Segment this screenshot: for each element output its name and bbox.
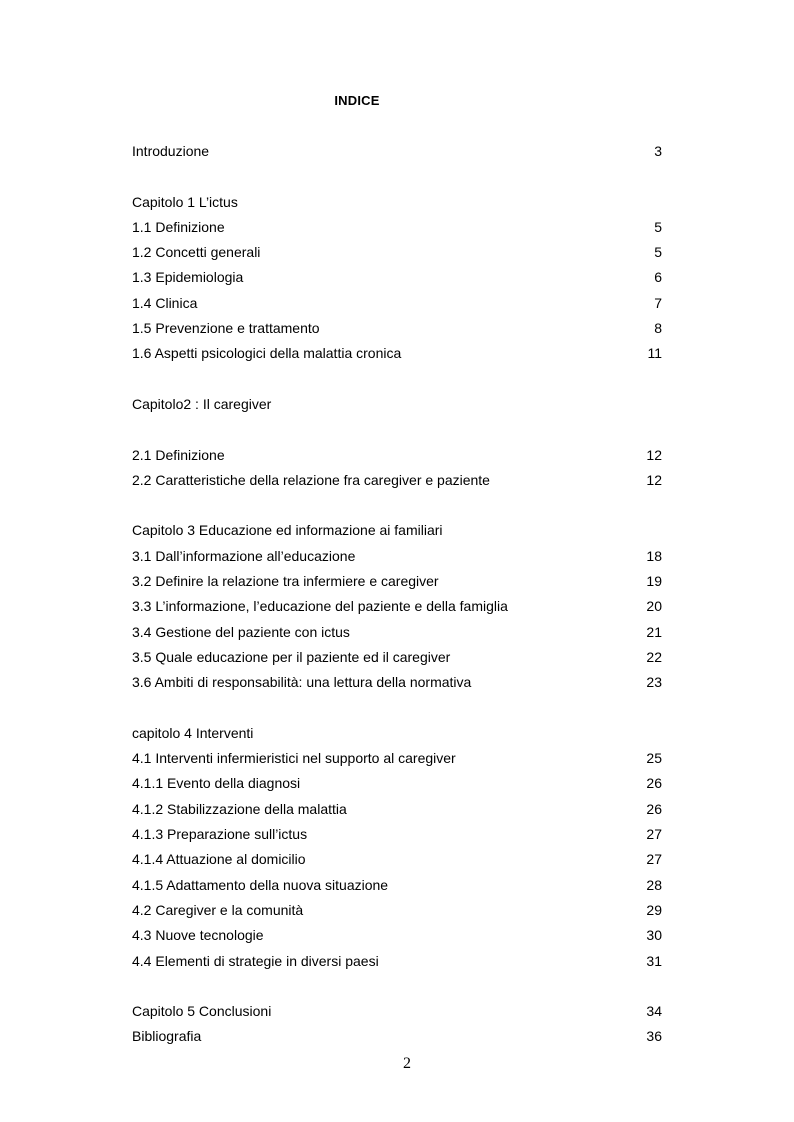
toc-entry-page: 3 xyxy=(654,143,662,159)
toc-entry-title: 4.1.1 Evento della diagnosi xyxy=(132,775,301,792)
toc-entry-title: Capitolo2 : Il caregiver xyxy=(132,395,272,412)
toc-entry-title: 1.1 Definizione xyxy=(132,218,225,235)
spacer xyxy=(132,696,662,721)
toc-entry xyxy=(132,468,662,493)
toc-entry xyxy=(132,645,662,670)
toc-entry-title: 1.3 Epidemiologia xyxy=(132,269,244,286)
toc-entry-title: capitolo 4 Interventi xyxy=(132,724,254,741)
spacer xyxy=(132,974,662,999)
spacer xyxy=(132,367,662,392)
toc-entry xyxy=(132,316,662,341)
toc-entry-title: Capitolo 3 Educazione ed informazione ai familiari xyxy=(132,522,443,539)
toc-entry xyxy=(132,1024,662,1049)
spacer xyxy=(132,164,662,189)
toc-entry xyxy=(132,923,662,948)
toc-entry-page: 18 xyxy=(646,547,662,564)
toc-entry xyxy=(132,518,662,543)
toc-entry-page: 29 xyxy=(646,901,662,918)
toc-entry xyxy=(132,949,662,974)
toc-entry-title: 4.1.2 Stabilizzazione della malattia xyxy=(132,800,347,817)
toc-entry-title: Capitolo 1 L’ictus xyxy=(132,193,238,210)
toc-entry-page: 6 xyxy=(654,269,662,286)
toc-entry-page: 8 xyxy=(654,320,662,337)
toc-entry-title: 3.6 Ambiti di responsabilità: una lettura della normativa xyxy=(132,674,472,691)
toc-entry-title: 4.4 Elementi di strategie in diversi paesi xyxy=(132,952,379,969)
toc-entry xyxy=(132,569,662,594)
toc-entry-page: 19 xyxy=(646,573,662,590)
toc-entry xyxy=(132,240,662,265)
toc-entry-page: 36 xyxy=(646,1028,662,1045)
toc-entry xyxy=(132,873,662,898)
toc-entry-page: 27 xyxy=(646,826,662,843)
toc-entry-title: 4.2 Caregiver e la comunità xyxy=(132,901,304,918)
toc-entry-title: 4.3 Nuove tecnologie xyxy=(132,927,264,944)
toc-entry-title: 4.1.4 Attuazione al domicilio xyxy=(132,851,306,868)
table-of-contents xyxy=(132,139,662,1050)
page-title: INDICE xyxy=(334,93,380,108)
toc-entry xyxy=(132,594,662,619)
toc-entry xyxy=(132,291,662,316)
toc-entry-page: 5 xyxy=(654,218,662,235)
toc-entry-page: 5 xyxy=(654,244,662,261)
toc-entry-title: 4.1.5 Adattamento della nuova situazione xyxy=(132,876,389,893)
toc-entry xyxy=(132,139,662,164)
spacer xyxy=(132,493,662,518)
toc-entry-page: 26 xyxy=(646,775,662,792)
toc-entry xyxy=(132,190,662,215)
toc-entry-title: 3.1 Dall’informazione all’educazione xyxy=(132,547,356,564)
toc-entry xyxy=(132,771,662,796)
toc-entry xyxy=(132,670,662,695)
toc-entry-page: 12 xyxy=(646,471,662,488)
toc-entry xyxy=(132,392,662,417)
toc-entry xyxy=(132,544,662,569)
toc-entry xyxy=(132,847,662,872)
toc-entry-title: 1.2 Concetti generali xyxy=(132,244,261,261)
toc-entry xyxy=(132,721,662,746)
toc-entry-page: 12 xyxy=(646,446,662,463)
toc-entry-title: 3.4 Gestione del paziente con ictus xyxy=(132,623,350,640)
toc-entry xyxy=(132,898,662,923)
toc-entry-page: 22 xyxy=(646,648,662,665)
toc-entry-title: 4.1.3 Preparazione sull’ictus xyxy=(132,826,308,843)
toc-entry-page: 11 xyxy=(647,345,662,362)
toc-entry-title: 2.2 Caratteristiche della relazione fra caregiver e paziente xyxy=(132,471,490,488)
toc-entry-title: Introduzione xyxy=(132,143,210,159)
toc-entry-page: 31 xyxy=(646,952,662,969)
toc-entry-page: 7 xyxy=(654,294,662,311)
toc-entry xyxy=(132,265,662,290)
toc-entry-title: 1.5 Prevenzione e trattamento xyxy=(132,320,320,337)
toc-entry-page: 27 xyxy=(646,851,662,868)
toc-entry xyxy=(132,822,662,847)
toc-entry-title: 3.2 Definire la relazione tra infermiere e caregiver xyxy=(132,573,439,590)
toc-entry-page: 20 xyxy=(646,598,662,615)
toc-entry-page: 34 xyxy=(646,1003,662,1020)
toc-entry-page: 23 xyxy=(646,674,662,691)
spacer xyxy=(132,417,662,442)
toc-entry-page: 30 xyxy=(646,927,662,944)
toc-entry xyxy=(132,443,662,468)
toc-entry-page: 26 xyxy=(646,800,662,817)
toc-entry-title: Capitolo 5 Conclusioni xyxy=(132,1003,272,1020)
toc-entry xyxy=(132,341,662,366)
toc-entry xyxy=(132,215,662,240)
toc-entry-title: 2.1 Definizione xyxy=(132,446,225,463)
toc-entry-title: Bibliografia xyxy=(132,1028,202,1045)
toc-entry-title: 3.3 L’informazione, l’educazione del paziente e della famiglia xyxy=(132,598,508,615)
toc-entry-title: 1.6 Aspetti psicologici della malattia cronica xyxy=(132,345,402,362)
toc-entry xyxy=(132,620,662,645)
toc-entry-page: 21 xyxy=(646,623,662,640)
toc-entry-title: 1.4 Clinica xyxy=(132,294,198,311)
toc-entry xyxy=(132,999,662,1024)
toc-entry-page: 28 xyxy=(646,876,662,893)
toc-entry-title: 3.5 Quale educazione per il paziente ed il caregiver xyxy=(132,648,451,665)
toc-entry-page: 25 xyxy=(646,750,662,767)
page-number: 2 xyxy=(403,1055,411,1072)
toc-entry xyxy=(132,746,662,771)
toc-entry-title: 4.1 Interventi infermieristici nel supporto al caregiver xyxy=(132,750,456,767)
toc-entry xyxy=(132,797,662,822)
